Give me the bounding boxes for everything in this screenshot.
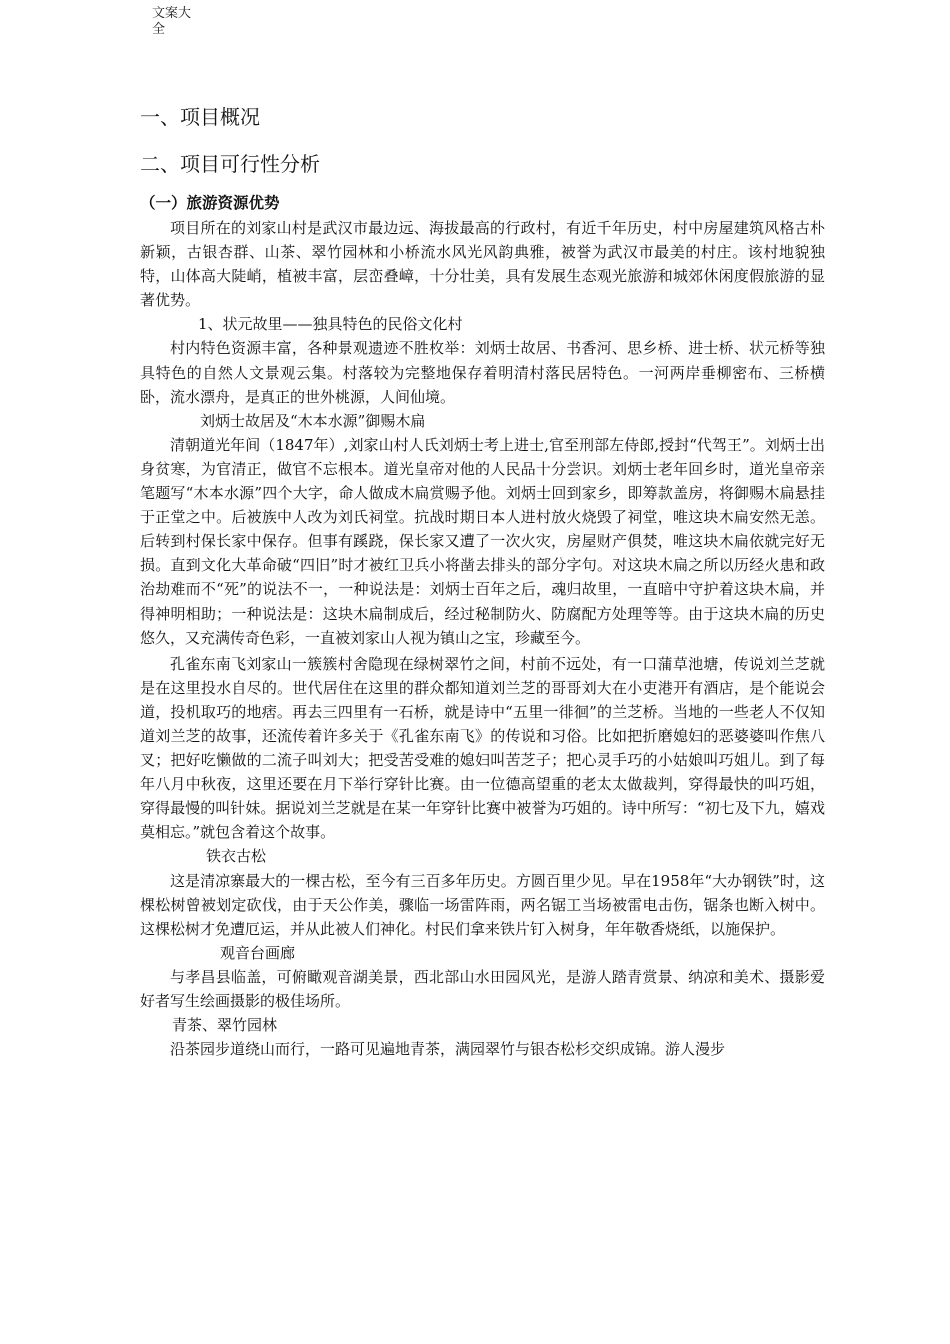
- paragraph-peacock-legend: 孔雀东南飞刘家山一簇簇村舍隐现在绿树翠竹之间，村前不远处，有一口蒲草池塘，传说刘兰芝就是在这里投水自尽的。世代居住在这里的群众都知道刘兰芝的哥哥刘大在小吏港开有酒店，是个能说会道，投机取巧的地痞。再去三四里有一石桥，就是诗中“五里一徘徊”的兰芝桥。当地的一些老人不仅知道刘兰芝的故事，还流传着许多关于《孔雀东南飞》的传说和习俗。比如把折磨媳妇的恶婆婆叫作焦八叉；把好吃懒做的二流子叫刘大；把受苦受难的媳妇叫苦芝子；把心灵手巧的小姑娘叫巧姐儿。到了每年八月中秋夜，这里还要在月下举行穿针比赛。由一位德高望重的老太太做裁判，穿得最快的叫巧姐，穿得最慢的叫针妹。据说刘兰芝就是在某一年穿针比赛中被誉为巧姐的。诗中所写：“初七及下九，嬉戏莫相忘。”就包含着这个故事。: [140, 654, 825, 842]
- section-title-guanyin-gallery: 观音台画廊: [220, 943, 296, 962]
- paragraph-intro: 项目所在的刘家山村是武汉市最边远、海拔最高的行政村，有近千年历史，村中房屋建筑风格古朴新颖，古银杏群、山茶、翠竹园林和小桥流水风光风韵典雅，被誉为武汉市最美的村庄。该村地貌独特，山体高大陡峭，植被丰富，层峦叠嶂，十分壮美，具有发展生态观光旅游和城郊休闲度假旅游的显著优势。: [140, 219, 825, 310]
- paragraph-guanyin-gallery: 与孝昌县临盖，可俯瞰观音湖美景，西北部山水田园风光，是游人踏青赏景、纳凉和美术、摄影爱好者写生绘画摄影的极佳场所。: [140, 967, 825, 1010]
- section-title-iron-pine: 铁衣古松: [206, 847, 267, 866]
- heading-project-overview: 一、项目概况: [140, 105, 260, 129]
- section-title-tea-bamboo: 青茶、翠竹园林: [172, 1016, 278, 1035]
- header-note: 文案大全: [152, 6, 192, 37]
- section-title-folk-village: 1、状元故里——独具特色的民俗文化村: [198, 315, 463, 334]
- paragraph-tea-bamboo: 沿茶园步道绕山而行，一路可见遍地青茶，满园翠竹与银杏松杉交织成锦。游人漫步: [170, 1040, 726, 1059]
- paragraph-folk-village: 村内特色资源丰富，各种景观遗迹不胜枚举：刘炳士故居、书香河、思乡桥、进士桥、状元桥等独具特色的自然人文景观云集。村落较为完整地保存着明清村落民居特色。一河两岸垂柳密布、三桥横卧，流水漂舟，是真正的世外桃源，人间仙境。: [140, 339, 825, 406]
- paragraph-iron-pine: 这是清凉寨最大的一棵古松，至今有三百多年历史。方圆百里少见。早在1958年“大办钢铁”时，这棵松树曾被划定砍伐，由于天公作美，骤临一场雷阵雨，两名锯工当场被雷电击伤，锯条也断入树中。这棵松树才免遭厄运，并从此被人们神化。村民们拿来铁片钉入树身，年年敬香烧纸，以施保护。: [140, 871, 825, 938]
- heading-tourism-resources: （一）旅游资源优势: [140, 193, 280, 212]
- heading-feasibility-analysis: 二、项目可行性分析: [140, 152, 320, 176]
- paragraph-former-residence: 清朝道光年间（1847年）,刘家山村人氏刘炳士考上进士,官至刑部左侍郎,授封“代驾王”。刘炳士出身贫寒，为官清正，做官不忘根本。道光皇帝对他的人民品十分尝识。刘炳士老年回乡时，道光皇帝亲笔题写“木本水源”四个大字，命人做成木扁赏赐予他。刘炳士回到家乡，即筹款盖房，将御赐木扁悬挂于正堂之中。后被族中人改为刘氏祠堂。抗战时期日本人进村放火烧毁了祠堂，唯这块木扁安然无恙。后转到村保长家中保存。但事有蹊跷，保长家又遭了一次火灾，房屋财产俱焚，唯这块木扁依就完好无损。直到文化大革命破“四旧”时才被红卫兵小将凿去排头的部分字句。对这块木扁之所以历经火患和政治劫难而不“死”的说法不一，一种说法是：刘炳士百年之后，魂归故里，一直暗中守护着这块木扁，并得神明相助；一种说法是：这块木扁制成后，经过秘制防火、防腐配方处理等等。由于这块木扁的历史悠久，又充满传奇色彩，一直被刘家山人视为镇山之宝，珍藏至今。: [140, 435, 825, 647]
- document-body: [140, 216, 825, 1061]
- section-title-former-residence: 刘炳士故居及“木本水源”御赐木扁: [200, 411, 426, 430]
